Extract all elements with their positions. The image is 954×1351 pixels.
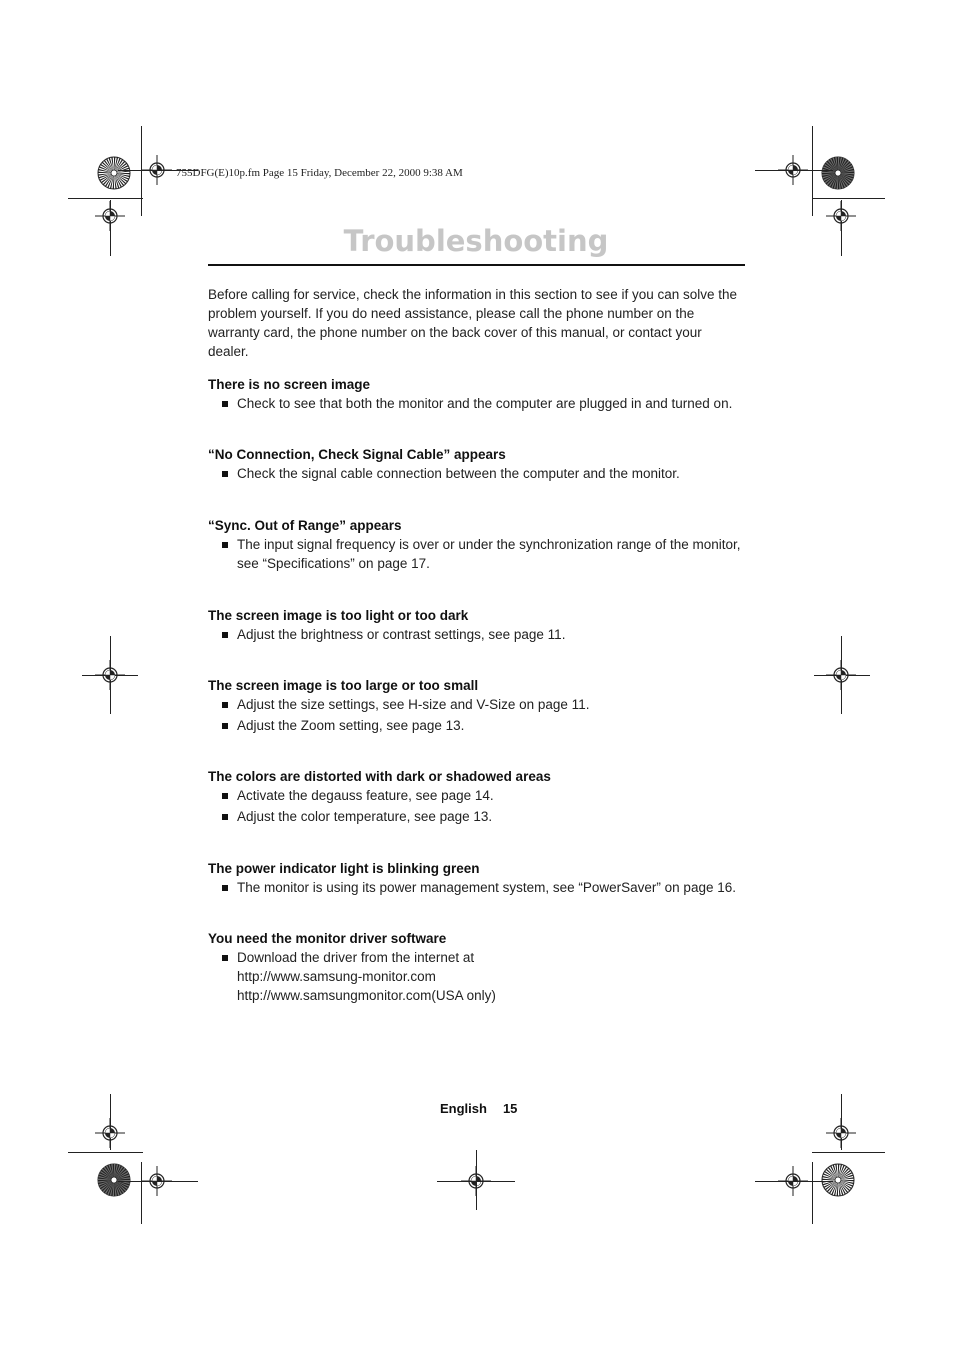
- registration-target-icon: [826, 660, 856, 690]
- square-bullet-icon: [222, 955, 228, 961]
- list-item-text: The input signal frequency is over or under the synchronization range of the monitor, see “Specifications” on page 17.: [237, 537, 741, 571]
- troubleshooting-section: [208, 606, 748, 646]
- list-item-text: http://www.samsungmonitor.com(USA only): [237, 988, 496, 1003]
- section-heading: The screen image is too light or too dark: [208, 608, 469, 623]
- list-item: [208, 807, 748, 826]
- square-bullet-icon: [222, 542, 228, 548]
- crop-line: [812, 1152, 885, 1153]
- troubleshooting-section: [208, 445, 748, 485]
- square-bullet-icon: [222, 793, 228, 799]
- starburst-target-icon: [97, 1163, 131, 1197]
- registration-target-icon: [826, 1118, 856, 1148]
- starburst-target-icon: [821, 1163, 855, 1197]
- list-item-text: Check to see that both the monitor and the computer are plugged in and turned on.: [237, 396, 733, 411]
- bullet-list: [208, 394, 748, 413]
- troubleshooting-section: [208, 375, 748, 415]
- troubleshooting-section: [208, 767, 748, 828]
- troubleshooting-section: [208, 859, 748, 899]
- starburst-target-icon: [97, 156, 131, 190]
- section-heading: The colors are distorted with dark or shadowed areas: [208, 769, 551, 784]
- list-item: [208, 786, 748, 805]
- list-item-text: Adjust the Zoom setting, see page 13.: [237, 718, 465, 733]
- section-heading: The power indicator light is blinking green: [208, 861, 480, 876]
- list-item: [208, 464, 748, 483]
- list-item: [208, 948, 748, 1005]
- list-item: [208, 394, 748, 413]
- list-item: [208, 878, 748, 897]
- crop-line: [755, 1181, 833, 1182]
- crop-line: [68, 198, 143, 199]
- section-heading: “Sync. Out of Range” appears: [208, 518, 402, 533]
- crop-line: [476, 1150, 477, 1210]
- registration-target-icon: [95, 1118, 125, 1148]
- troubleshooting-section: [208, 676, 748, 737]
- troubleshooting-section: [208, 516, 748, 575]
- list-item-text: Adjust the size settings, see H-size and V-Size on page 11.: [237, 697, 590, 712]
- footer-language: English: [440, 1101, 487, 1116]
- footer-page-number: 15: [502, 1101, 518, 1116]
- print-header-line: 755DFG(E)10p.fm Page 15 Friday, December 22, 2000 9:38 AM: [176, 167, 463, 179]
- list-item-text: Check the signal cable connection between the computer and the monitor.: [237, 466, 680, 481]
- crop-line: [812, 198, 885, 199]
- list-item-text: Download the driver from the internet at: [237, 950, 475, 965]
- registration-target-icon: [95, 201, 125, 231]
- crop-line: [812, 126, 813, 216]
- section-heading: You need the monitor driver software: [208, 931, 447, 946]
- crop-line: [812, 1162, 813, 1224]
- bullet-list: [208, 695, 748, 735]
- crop-line: [68, 1152, 143, 1153]
- section-heading: “No Connection, Check Signal Cable” appears: [208, 447, 506, 462]
- crop-line: [755, 170, 833, 171]
- square-bullet-icon: [222, 471, 228, 477]
- square-bullet-icon: [222, 723, 228, 729]
- list-item: [208, 716, 748, 735]
- bullet-list: [208, 535, 748, 573]
- list-item-text: Activate the degauss feature, see page 14.: [237, 788, 494, 803]
- title-rule: [208, 264, 745, 266]
- square-bullet-icon: [222, 702, 228, 708]
- list-item-text: The monitor is using its power management system, see “PowerSaver” on page 16.: [237, 880, 736, 895]
- registration-target-icon: [95, 660, 125, 690]
- list-item-text: Adjust the brightness or contrast settings, see page 11.: [237, 627, 566, 642]
- list-item-text: http://www.samsung-monitor.com: [237, 969, 436, 984]
- registration-target-icon: [826, 201, 856, 231]
- page-footer: [440, 1101, 517, 1116]
- bullet-list: [208, 786, 748, 826]
- page-title: Troubleshooting: [343, 224, 609, 258]
- starburst-target-icon: [821, 156, 855, 190]
- list-item-text: Adjust the color temperature, see page 13.: [237, 809, 493, 824]
- bullet-list: [208, 878, 748, 897]
- crop-line: [118, 170, 198, 171]
- section-heading: There is no screen image: [208, 377, 371, 392]
- square-bullet-icon: [222, 632, 228, 638]
- list-item: [208, 695, 748, 714]
- square-bullet-icon: [222, 885, 228, 891]
- bullet-list: [208, 464, 748, 483]
- crop-line: [118, 1181, 198, 1182]
- list-item: [208, 535, 748, 573]
- square-bullet-icon: [222, 401, 228, 407]
- list-item: [208, 625, 748, 644]
- bullet-list: [208, 948, 748, 1005]
- intro-paragraph: Before calling for service, check the information in this section to see if you can solve the problem yourself. If you do need assistance, please call the phone number on the warranty card, the phone number on the back cover of this manual, or contact your dealer.: [208, 287, 738, 359]
- troubleshooting-section: [208, 929, 748, 1007]
- bullet-list: [208, 625, 748, 644]
- square-bullet-icon: [222, 814, 228, 820]
- section-heading: The screen image is too large or too small: [208, 678, 479, 693]
